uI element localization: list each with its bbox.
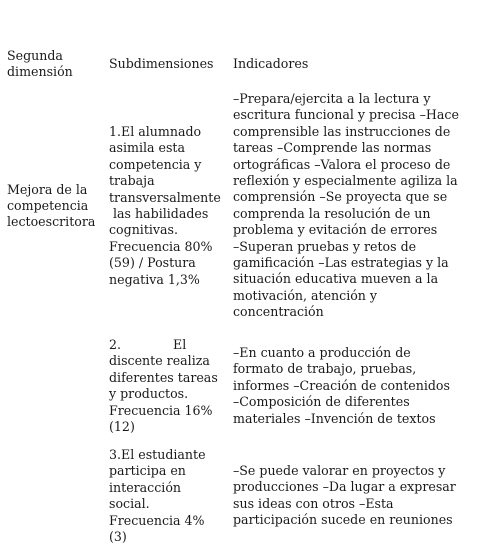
subdimension-2: 2. El discente realiza diferentes tareas y productos. Frecuencia 16% (12) xyxy=(109,337,218,435)
subdimension-3: 3.El estudiante participa en interacción social. Frecuencia 4% (3) xyxy=(109,447,206,545)
header-indicators: Indicadores xyxy=(233,56,309,71)
subdimension-1: 1.El alumnado asimila esta competencia y trabaja transversalmente las habilidades cognitivas. Frecuencia 80% (59) / Postura negativa 1,3% xyxy=(109,124,221,287)
dimension-name: Mejora de la competencia lectoescritora xyxy=(7,182,96,230)
header-subdimensions: Subdimensiones xyxy=(109,56,214,71)
indicators-3: –Se puede valorar en proyectos y producciones –Da lugar a expresar sus ideas con otros –Esta participación sucede en reuniones xyxy=(233,463,456,528)
indicators-2: –En cuanto a producción de formato de trabajo, pruebas, informes –Creación de contenidos –Composición de diferentes materiales –Invención de textos xyxy=(233,345,450,426)
header-dimension: Segunda dimensión xyxy=(7,48,73,80)
indicators-1: –Prepara/ejercita a la lectura y escritura funcional y precisa –Hace comprensible las instrucciones de tareas –Comprende las normas ortográficas –Valora el proceso de reflexión y especialmente agiliza la comprensión –Se proyecta que se comprenda la resolución de un problema y evitación de errores –Superan pruebas y retos de gamificación –Las estrategias y la situación educativa mueven a la motivación, atención y concentración xyxy=(233,91,459,320)
